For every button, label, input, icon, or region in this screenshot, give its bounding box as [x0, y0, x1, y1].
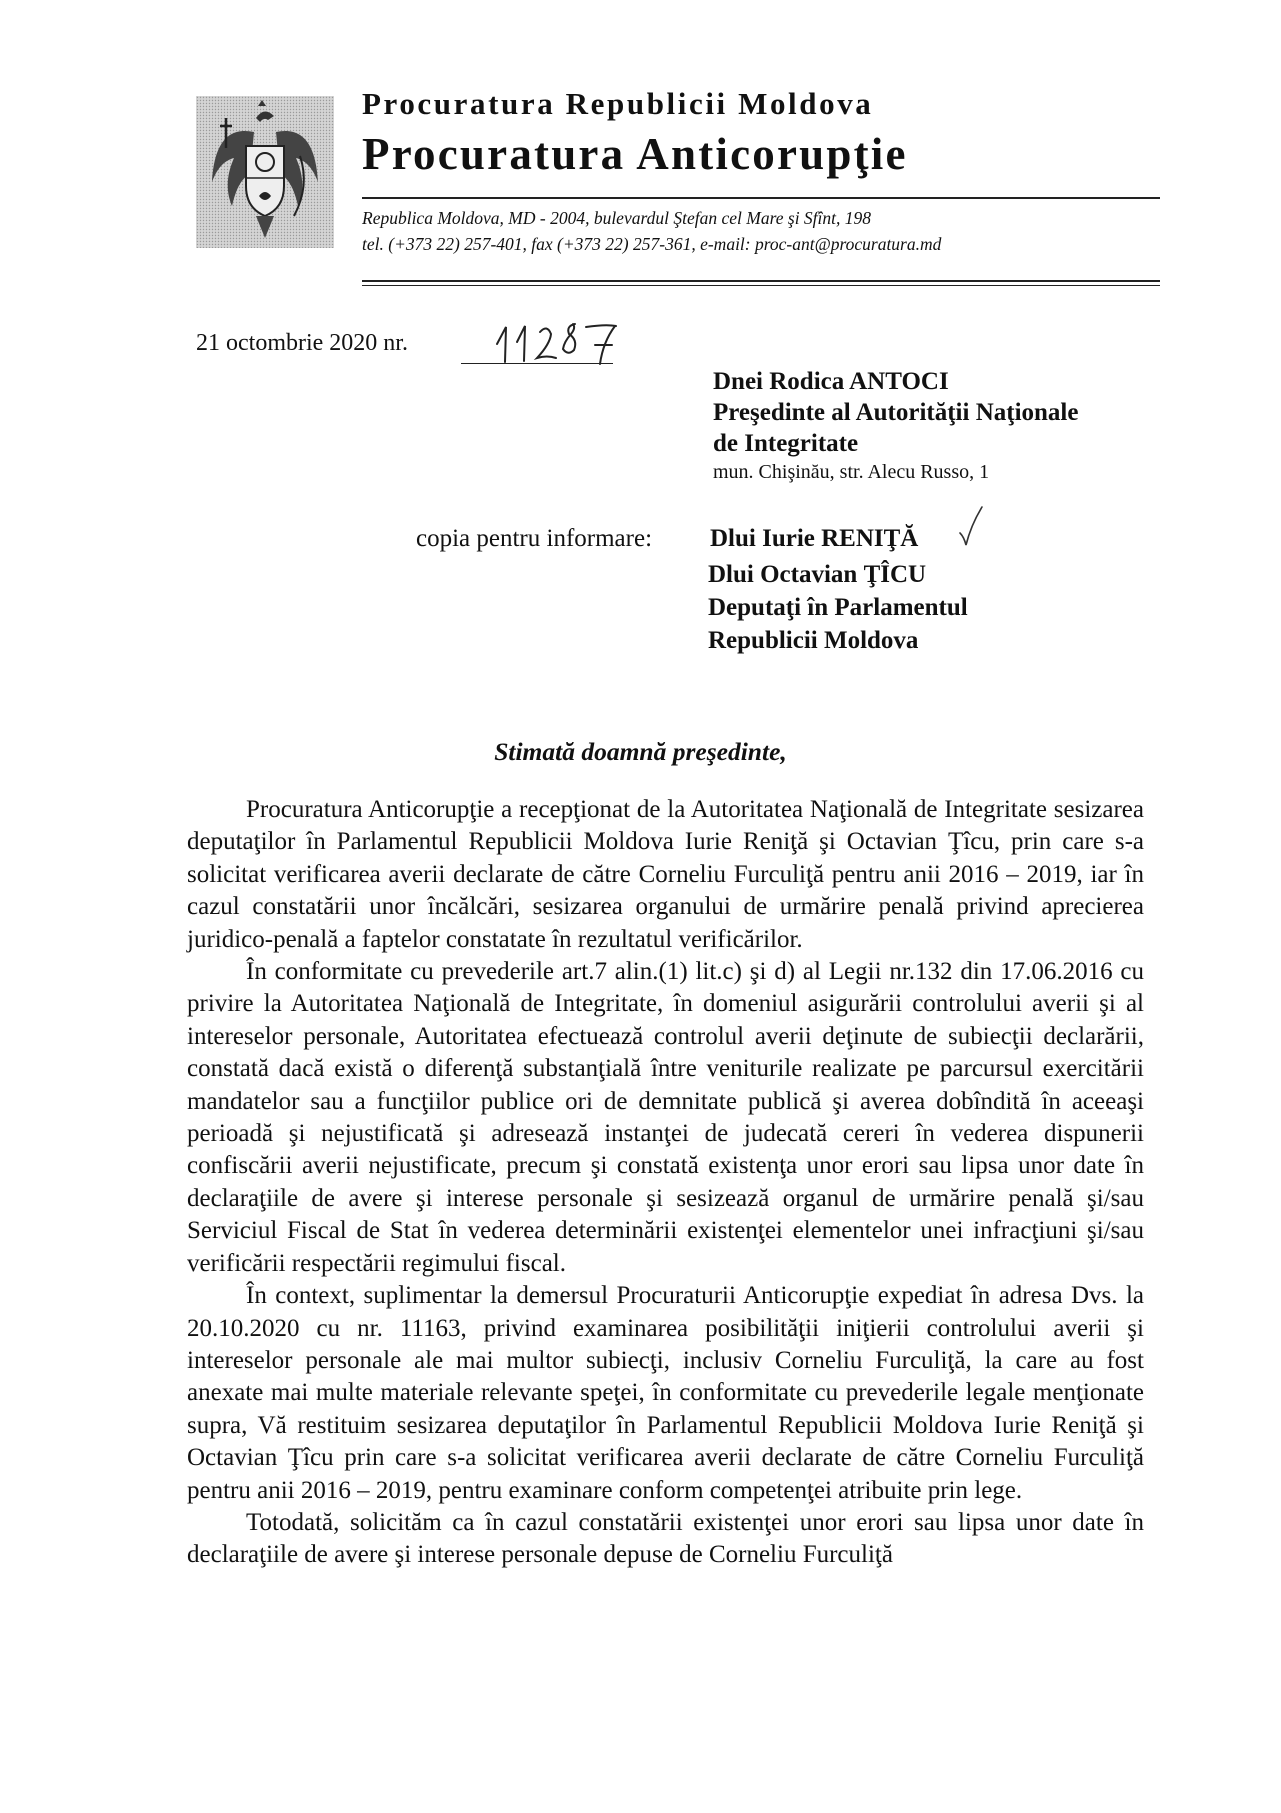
copy-recipient-1: Dlui Iurie RENIŢĂ: [710, 525, 919, 552]
organization-name: Procuratura Anticorupţie: [362, 129, 908, 179]
addressee-address: mun. Chişinău, str. Alecu Russo, 1: [713, 461, 990, 483]
header-divider: [362, 197, 1160, 199]
paragraph-2: În conformitate cu prevederile art.7 alin.(1) lit.c) şi d) al Legii nr.132 din 17.06.2016 cu privire la Autoritatea Naţională de Integritate, în domeniul asigurării controlului averii şi al intereselor personale, Autoritatea efectuează controlul averii deţinute de subiecţii declarării, constată dacă există o diferenţă substanţială între veniturile realizate pe parcursul exercitării mandatelor sau a funcţiilor publice ori de demnitate publică şi averea dobîndită în aceeaşi perioadă şi nejustificată şi adresează instanţei de judecată cereri în vederea dispunerii confiscării averii nejustificate, precum şi constată existenţa unor erori sau lipsa unor date în declaraţiile de avere şi interese personale şi sesizează organul de urmărire penală şi/sau Serviciul Fiscal de Stat în vederea determinării existenţei elementelor unei infracţiuni şi/sau verificării respectării regimului fiscal.: [187, 958, 1144, 1277]
parent-organization-name: Procuratura Republicii Moldova: [362, 86, 874, 121]
letter-body: [187, 794, 1144, 1572]
handwritten-check-icon: [958, 505, 984, 549]
organization-address: Republica Moldova, MD - 2004, bulevardul Ştefan cel Mare şi Sfînt, 198: [362, 208, 872, 228]
coat-of-arms-emblem: [196, 96, 334, 248]
copy-recipient-2: Dlui Octavian ŢÎCU: [708, 561, 927, 588]
document-date: 21 octombrie 2020 nr.: [196, 330, 408, 356]
organization-contacts: tel. (+373 22) 257-401, fax (+373 22) 257-361, e-mail: proc-ant@procuratura.md: [362, 234, 942, 254]
header-double-divider: [362, 280, 1160, 286]
paragraph-1: Procuratura Anticorupţie a recepţionat de la Autoritatea Naţională de Integritate sesizarea deputaţilor în Parlamentul Republicii Moldova Iurie Reniţă şi Octavian Ţîcu, prin care s-a solicitat verificarea averii declarate de către Corneliu Furculiţă pentru anii 2016 – 2019, iar în cazul constatării unor încălcări, sesizarea organului de urmărire penală privind aprecierea juridico-penală a faptelor constatate în rezultatul verificărilor.: [187, 796, 1144, 953]
copy-role-line1: Deputaţi în Parlamentul: [708, 594, 968, 621]
copy-recipients-block: [708, 558, 968, 657]
addressee-title-line2: de Integritate: [713, 430, 859, 457]
addressee-name: Dnei Rodica ANTOCI: [713, 368, 949, 395]
copy-label: copia pentru informare:: [416, 525, 653, 552]
paragraph-4: Totodată, solicităm ca în cazul constatării existenţei unor erori sau lipsa unor date în declaraţiile de avere şi interese personale depuse de Corneliu Furculiţă: [187, 1508, 1144, 1569]
salutation: Stimată doamnă preşedinte,: [494, 737, 787, 766]
copy-role-line2: Republicii Moldova: [708, 627, 919, 654]
handwritten-registration-number: [493, 318, 643, 374]
addressee-title-line1: Preşedinte al Autorităţii Naţionale: [713, 399, 1079, 426]
addressee-block: [713, 366, 1078, 486]
paragraph-3: În context, suplimentar la demersul Procuraturii Anticorupţie expediat în adresa Dvs. la 20.10.2020 cu nr. 11163, privind examinarea posibilităţii iniţierii controlului averii şi intereselor personale ale mai multor subiecţi, inclusiv Corneliu Furculiţă, la care au fost anexate mai multe materiale relevante speţei, în conformitate cu prevederile legale menţionate supra, Vă restituim sesizarea deputaţilor în Parlamentul Republicii Moldova Iurie Reniţă şi Octavian Ţîcu prin care s-a solicitat verificarea averii declarate de către Corneliu Furculiţă pentru anii 2016 – 2019, pentru examinare conform competenţei atribuite prin lege.: [187, 1282, 1144, 1504]
